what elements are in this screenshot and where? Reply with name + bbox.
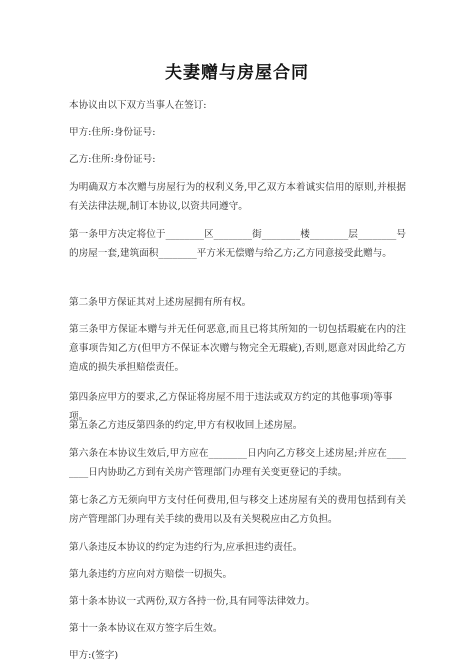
- paragraph-intro: 本协议由以下双方当事人在签订:: [69, 100, 207, 111]
- clause-7: 第七条乙方无须向甲方支付任何费用,但与移交上述房屋有关的费用包括到有关房产管理部门办理有关手续的费用以及有关契税应由乙方负担。: [69, 495, 406, 525]
- signature-party-a: 甲方:(签字): [69, 650, 119, 661]
- clause-2: 第二条甲方保证其对上述房屋拥有所有权。: [69, 297, 252, 308]
- document-title: 夫妻赠与房屋合同: [165, 63, 309, 83]
- clause-11: 第十一条本协议在双方签字后生效。: [69, 623, 223, 634]
- clause-4: 第四条应甲方的要求,乙方保证将房屋不用于违法或双方约定的其他事项)等事项。: [69, 392, 393, 422]
- clause-1: 第一条甲方决定将位于________区________街________楼________层________号的房屋一套,建筑面积________平方米无偿赠与给乙方;乙方同意接受此赠与。: [69, 229, 406, 259]
- clause-9: 第九条违约方应向对方赔偿一切损失。: [69, 569, 233, 580]
- clause-5: 第五条乙方违反第四条的约定,甲方有权收回上述房屋。: [69, 420, 303, 431]
- clause-6: 第六条在本协议生效后,甲方应在________日内向乙方移交上述房屋;并应在________日内协助乙方到有关房产管理部门办理有关变更登记的手续。: [69, 448, 406, 478]
- clause-8: 第八条违反本协议的约定为违约行为,应承担违约责任。: [69, 542, 303, 553]
- clause-10: 第十条本协议一式两份,双方各持一份,具有同等法律效力。: [69, 596, 315, 607]
- paragraph-party-b: 乙方:住所:身份证号:: [69, 154, 156, 165]
- paragraph-party-a: 甲方:住所:身份证号:: [69, 127, 156, 138]
- paragraph-preamble: 为明确双方本次赠与房屋行为的权利义务,甲乙双方本着诚实信用的原则,并根据有关法律法规,制订本协议,以资共同遵守。: [69, 182, 406, 212]
- clause-3: 第三条甲方保证本赠与并无任何恶意,而且已将其所知的一切包括瑕疵在内的注意事项告知乙方(但甲方不保证本次赠与物完全无瑕疵),否则,愿意对因此给乙方造成的损失承担赔偿责任。: [69, 324, 406, 373]
